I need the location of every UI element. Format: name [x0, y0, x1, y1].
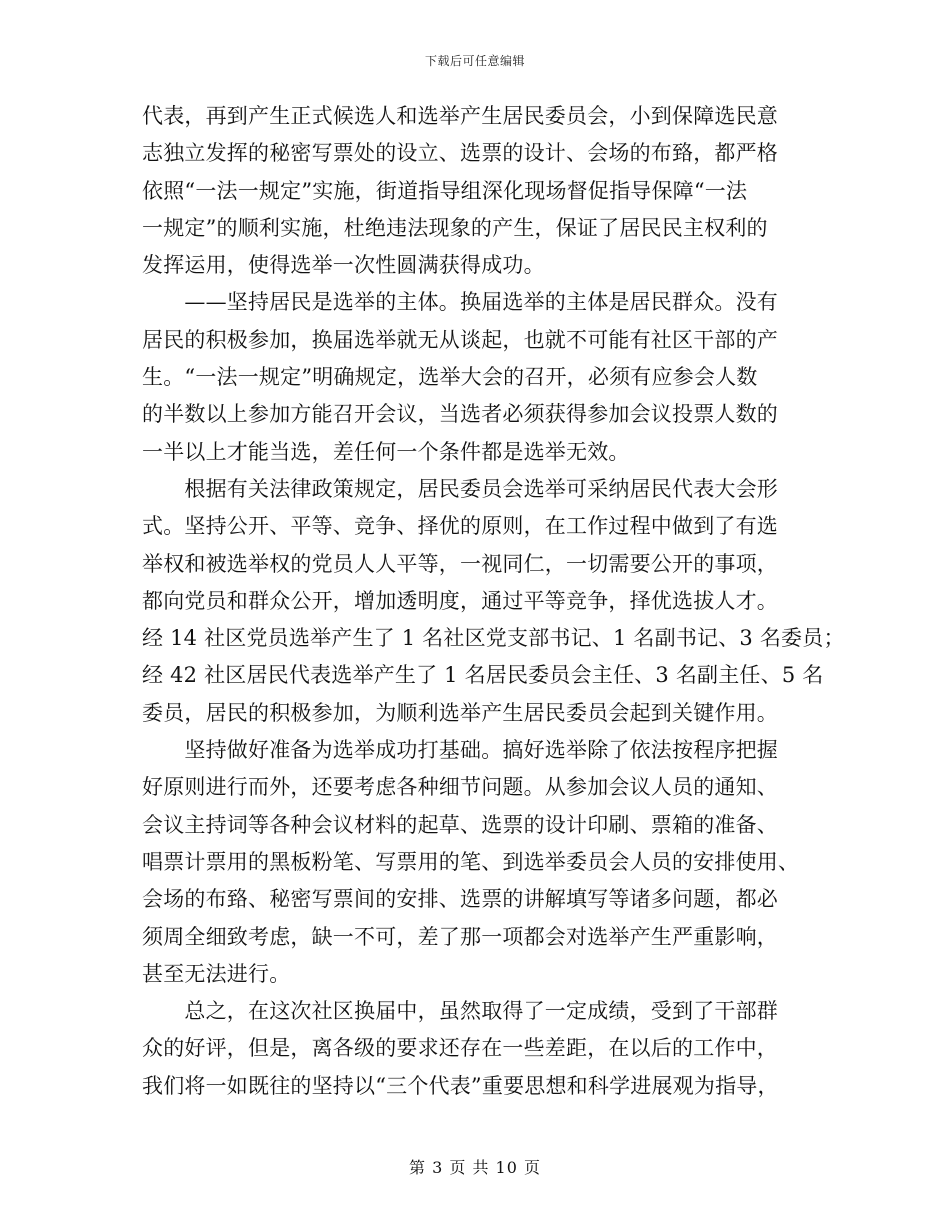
page-header: 下载后可任意编辑	[424, 54, 525, 68]
text-line: 生。“一法一规定”明确规定，选举大会的召开，必须有应参会人数	[142, 365, 758, 390]
text-line: 都向党员和群众公开，增加透明度，通过平等竞争，择优选拔人才。	[142, 588, 778, 613]
text-line: 总之，在这次社区换届中，虽然取得了一定成绩，受到了干部群	[142, 999, 778, 1024]
text-line: 我们将一如既往的坚持以“三个代表”重要思想和科学进展观为指导，	[142, 1073, 779, 1098]
text-line: 须周全细致考虑，缺一不可，差了那一项都会对选举产生严重影响，	[142, 924, 778, 949]
text-line: 的半数以上参加方能召开会议，当选者必须获得参加会议投票人数的	[142, 402, 778, 427]
text-line: 坚持做好准备为选举成功打基础。搞好选举除了依法按程序把握	[142, 738, 778, 763]
text-line: ——坚持居民是选举的主体。换届选举的主体是居民群众。没有	[142, 290, 778, 315]
text-line: 委员，居民的积极参加，为顺利选举产生居民委员会起到关键作用。	[142, 700, 778, 725]
text-line: 志独立发挥的秘密写票处的设立、选票的设计、会场的布臵，都严格	[142, 141, 778, 166]
text-line: 居民的积极参加，换届选举就无从谈起，也就不可能有社区干部的产	[142, 327, 778, 352]
text-line: 众的好评，但是，离各级的要求还存在一些差距，在以后的工作中，	[142, 1036, 778, 1061]
text-line: 甚至无法进行。	[142, 961, 291, 986]
text-line: 代表，再到产生正式候选人和选举产生居民委员会，小到保障选民意	[142, 104, 778, 128]
text-line: 式。坚持公开、平等、竞争、择优的原则，在工作过程中做到了有选	[142, 514, 778, 539]
text-line: 一规定”的顺利实施，杜绝违法现象的产生，保证了居民民主权利的	[142, 215, 768, 240]
text-line: 唱票计票用的黑板粉笔、写票用的笔、到选举委员会人员的安排使用、	[142, 849, 800, 874]
text-line: 经 42 社区居民代表选举产生了 1 名居民委员会主任、3 名副主任、5 名	[142, 663, 824, 688]
text-line: 经 14 社区党员选举产生了 1 名社区党支部书记、1 名副书记、3 名委员；	[142, 626, 845, 651]
text-line: 会场的布臵、秘密写票间的安排、选票的讲解填写等诸多问题，都必	[142, 887, 778, 912]
text-line: 会议主持词等各种会议材料的起草、选票的设计印刷、票箱的准备、	[142, 812, 778, 837]
text-line: 举权和被选举权的党员人人平等，一视同仁，一切需要公开的事项，	[142, 551, 778, 576]
text-line: 好原则进行而外，还要考虑各种细节问题。从参加会议人员的通知、	[142, 775, 778, 800]
text-line: 一半以上才能当选，差任何一个条件都是选举无效。	[142, 439, 630, 464]
body-text	[142, 98, 845, 1105]
text-line: 发挥运用，使得选举一次性圆满获得成功。	[142, 253, 545, 278]
text-line: 根据有关法律政策规定，居民委员会选举可采纳居民代表大会形	[142, 476, 778, 501]
text-line: 依照“一法一规定”实施，街道指导组深化现场督促指导保障“一法	[142, 178, 748, 203]
page-footer: 第 3 页 共 10 页	[409, 1158, 541, 1177]
